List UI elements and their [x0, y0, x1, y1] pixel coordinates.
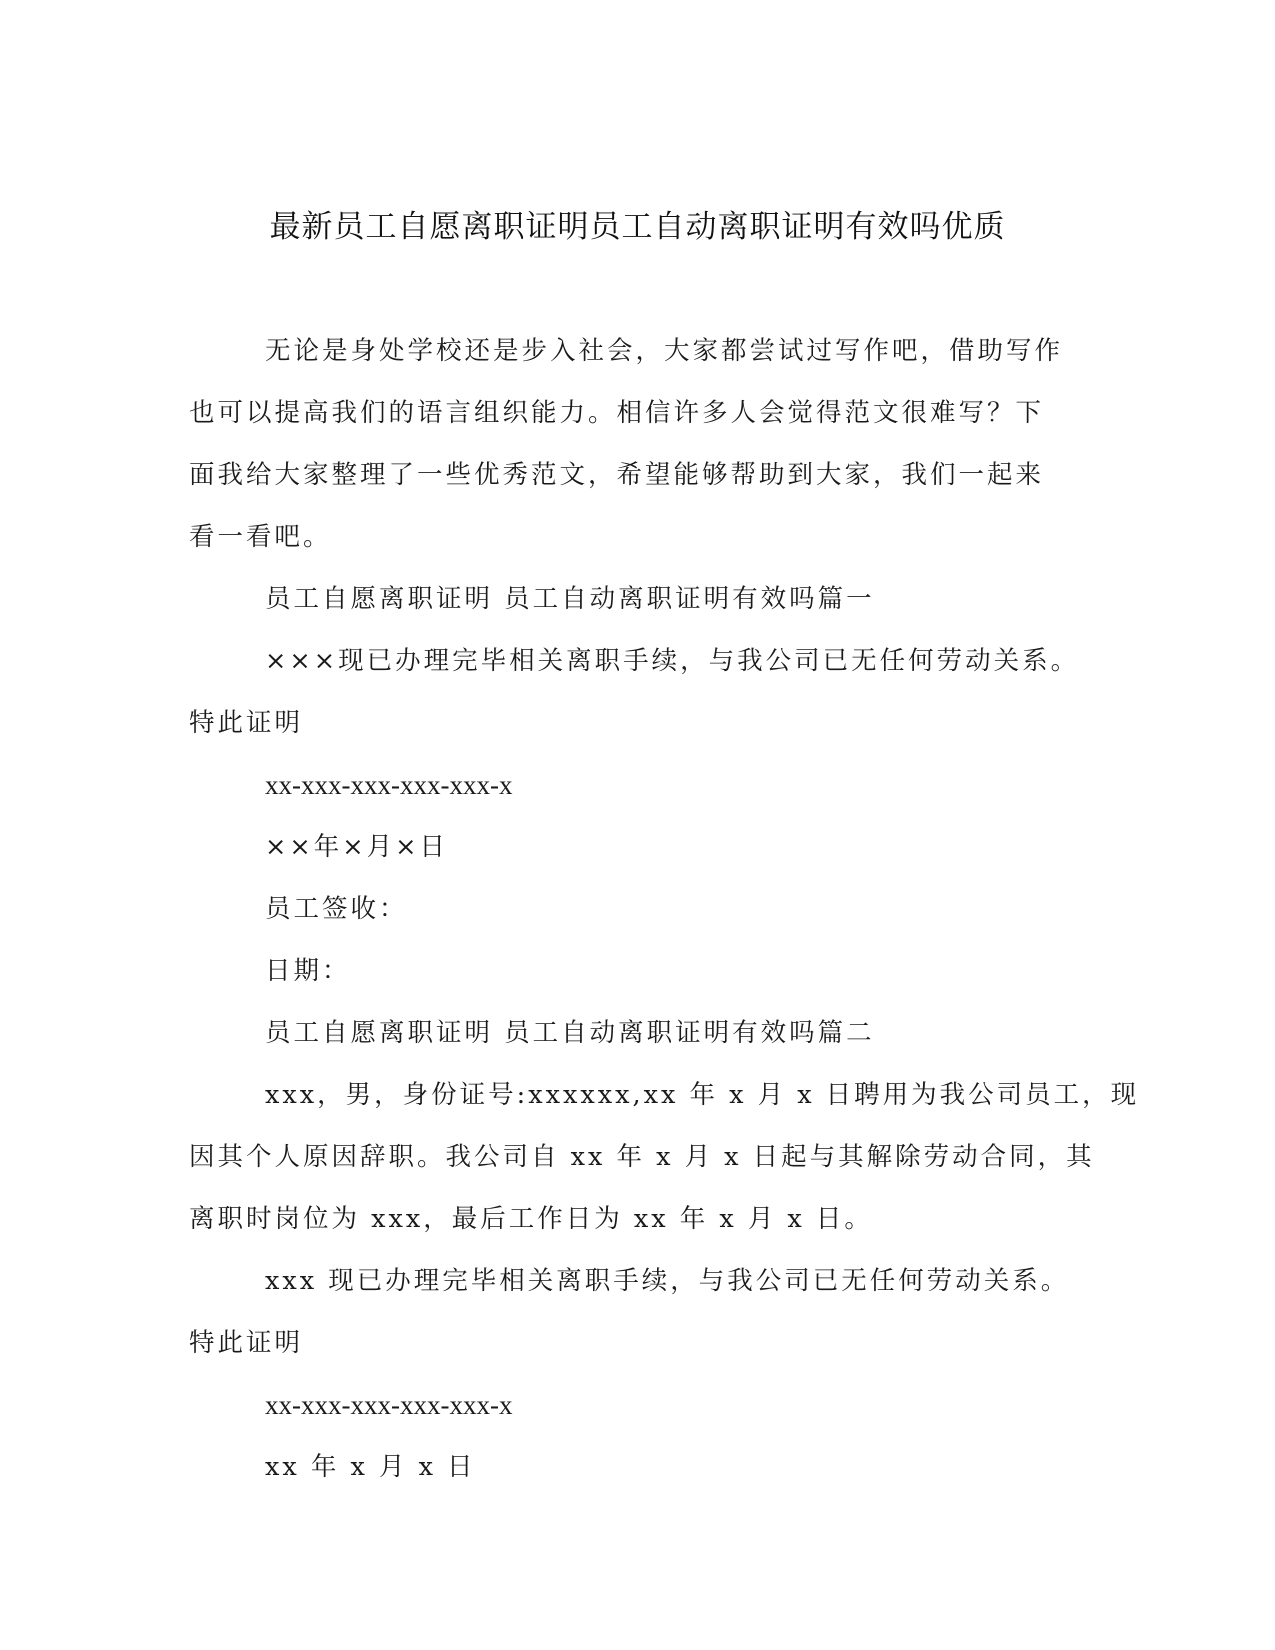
document-title: 最新员工自愿离职证明员工自动离职证明有效吗优质: [269, 209, 1006, 245]
section2-para-line-3: 离职时岗位为 xxx，最后工作日为 xx 年 x 月 x 日。: [189, 1204, 873, 1234]
document-body: [189, 320, 1140, 1498]
section2-para-line-1: xxx，男，身份证号:xxxxxx,xx 年 x 月 x 日聘用为我公司员工，现: [265, 1080, 1140, 1110]
section1-date: ××年×月×日: [265, 832, 448, 862]
intro-line-4: 看一看吧。: [189, 522, 332, 552]
section1-code: xx-xxx-xxx-xxx-xxx-x: [265, 770, 513, 800]
intro-line-1: 无论是身处学校还是步入社会，大家都尝试过写作吧，借助写作: [265, 336, 1064, 366]
section2-statement-line-2: 特此证明: [189, 1328, 304, 1358]
section2-statement-line-1: xxx 现已办理完毕相关离职手续，与我公司已无任何劳动关系。: [265, 1266, 1070, 1296]
section1-signature: 员工签收：: [265, 894, 408, 924]
section1-date-label: 日期：: [265, 956, 351, 986]
intro-line-3: 面我给大家整理了一些优秀范文，希望能够帮助到大家，我们一起来: [189, 460, 1045, 490]
section2-date: xx 年 x 月 x 日: [265, 1452, 476, 1482]
section1-statement-line-2: 特此证明: [189, 708, 304, 738]
section2-heading: 员工自愿离职证明 员工自动离职证明有效吗篇二: [265, 1018, 875, 1048]
section1-statement-line-1: ×××现已办理完毕相关离职手续，与我公司已无任何劳动关系。: [265, 646, 1080, 676]
intro-line-2: 也可以提高我们的语言组织能力。相信许多人会觉得范文很难写？下: [189, 398, 1045, 428]
section2-para-line-2: 因其个人原因辞职。我公司自 xx 年 x 月 x 日起与其解除劳动合同，其: [189, 1142, 1095, 1172]
section1-heading: 员工自愿离职证明 员工自动离职证明有效吗篇一: [265, 584, 875, 614]
section2-code: xx-xxx-xxx-xxx-xxx-x: [265, 1390, 513, 1420]
